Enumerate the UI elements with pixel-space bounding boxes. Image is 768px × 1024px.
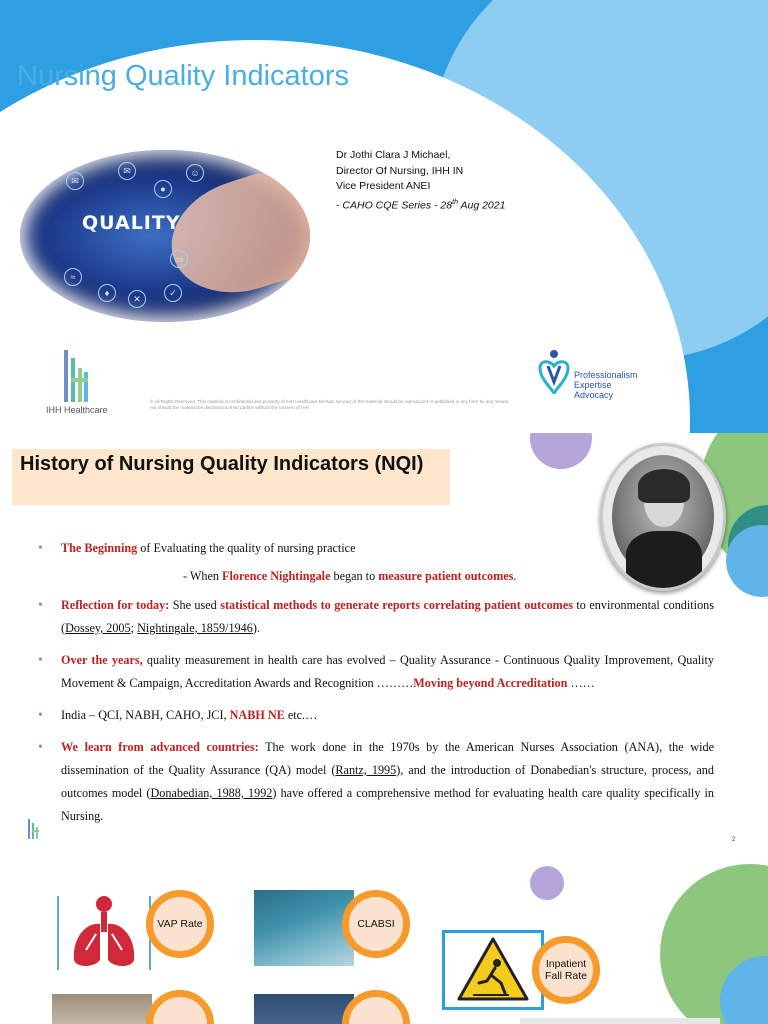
author-name: Dr Jothi Clara J Michael, (336, 149, 451, 161)
highlight-text: Reflection for today: (61, 598, 170, 612)
lungs-image (56, 894, 152, 972)
mail-icon: ✉ (118, 162, 136, 180)
reference-link[interactable]: Nightingale, 1859/1946 (137, 621, 253, 635)
portrait-hair (638, 469, 690, 503)
ihh-mini-logo-icon (26, 817, 42, 841)
ihh-label: IHH Healthcare (46, 405, 108, 415)
author-block (336, 148, 505, 214)
highlight-text: We learn from advanced countries: (61, 740, 259, 754)
decor-circle-purple (530, 433, 592, 469)
body-text: ; (130, 621, 138, 635)
body-text: India – QCI, NABH, CAHO, JCI, (61, 708, 230, 722)
body-text: quality measurement in health care has evolved – Quality Assurance - Continuous Quality Improvement, Quality Movement & Campaign, Accreditation Awards and Recognition ……… (61, 653, 715, 690)
wifi-icon: ≈ (64, 268, 82, 286)
anei-tagline (574, 370, 638, 400)
body-text: etc.… (284, 708, 318, 722)
vap-rate-badge (146, 890, 214, 958)
body-text: . (513, 569, 517, 583)
quality-word: QUALITY (82, 212, 181, 234)
bullet-item (38, 537, 714, 560)
highlight-text: NABH NE (229, 708, 285, 722)
chat-icon: ✉ (66, 172, 84, 190)
highlight-text: measure patient outcomes (378, 569, 514, 583)
fall-warning-image (442, 930, 544, 1010)
copyright-text: © All Rights Reserved. This material is confidential and property of IHH Healthcare Berhad. No part of this material should be reproduced or published in any form by any means, nor should the material be disclosed to third parties without the consent of IHH. (150, 399, 510, 410)
reference-link[interactable]: Donabedian, 1988, 1992 (150, 786, 273, 800)
highlight-text: Over the years, (61, 653, 143, 667)
slide-title: History of Nursing Quality Indicators (NQI) (12, 449, 450, 505)
close-icon: ✕ (128, 290, 146, 308)
bullet-item (38, 704, 714, 727)
highlight-text: The Beginning (61, 541, 138, 555)
caution-fall-icon (445, 933, 541, 1007)
quality-image (20, 150, 310, 322)
reference-link[interactable]: Rantz, 1995 (335, 763, 397, 777)
fall-rate-badge (532, 936, 600, 1004)
bullet-item (38, 649, 714, 695)
body-text: began to (330, 569, 379, 583)
author-role: Director Of Nursing, IHH IN (336, 164, 464, 177)
check-icon: ✓ (164, 284, 182, 302)
highlight-text: Moving beyond Accreditation (413, 676, 568, 690)
lungs-icon (56, 894, 152, 972)
body-text: ). (252, 621, 260, 635)
body-text: ) have offered a comprehensive method for evaluating health care quality specifically in Nursing. (61, 786, 714, 823)
tagline-line: Expertise (574, 380, 612, 390)
body-text: …… (567, 676, 595, 690)
user-icon: ☺ (186, 164, 204, 182)
body-text: The work done in the 1970s by the American Nurses Association (ANA), the wide dissemination of the Quality Assurance (QA) model ( (61, 740, 714, 777)
bullet-item (38, 594, 714, 640)
ward-image (254, 994, 354, 1024)
tagline-line: Professionalism (574, 370, 638, 380)
clabsi-badge (342, 890, 410, 958)
page-number: 2 (732, 837, 736, 843)
equipment-image (52, 994, 152, 1024)
body-text: to environmental conditions ( (61, 598, 714, 635)
decor-circle-purple (530, 866, 564, 900)
badge-label: Inpatient Fall Rate (544, 958, 587, 982)
bullet-item (38, 736, 714, 828)
body-text: ), and the introduction of Donabedian's structure, process, and outcomes model ( (61, 763, 714, 800)
partial-badge (146, 990, 214, 1024)
cut-off-banner (520, 1018, 720, 1024)
event-line: - CAHO CQE Series - 28th Aug 2021 (336, 198, 506, 211)
card-icon: ▭ (170, 250, 188, 268)
surgery-image (254, 890, 354, 966)
badge-label: CLABSI (357, 918, 395, 930)
body-text: of Evaluating the quality of nursing practice (137, 541, 356, 555)
location-icon: ● (154, 180, 172, 198)
bullet-list (38, 537, 714, 837)
body-text: She used (169, 598, 221, 612)
author-role-2: Vice President ANEI (336, 180, 431, 192)
tagline-line: Advocacy (574, 390, 614, 400)
badge-label: VAP Rate (157, 918, 203, 930)
cart-icon: ♦ (98, 284, 116, 302)
indicators-slide (0, 858, 768, 1024)
slide-title: Nursing Quality Indicators (17, 60, 350, 92)
title-slide (0, 0, 768, 433)
body-text: - When (183, 569, 223, 583)
highlight-text: statistical methods to generate reports correlating patient outcomes (220, 598, 573, 612)
sub-line (38, 565, 714, 588)
highlight-text: Florence Nightingale (222, 569, 331, 583)
history-slide (0, 433, 768, 858)
reference-link[interactable]: Dossey, 2005 (65, 621, 131, 635)
anei-logo-icon (534, 348, 574, 400)
